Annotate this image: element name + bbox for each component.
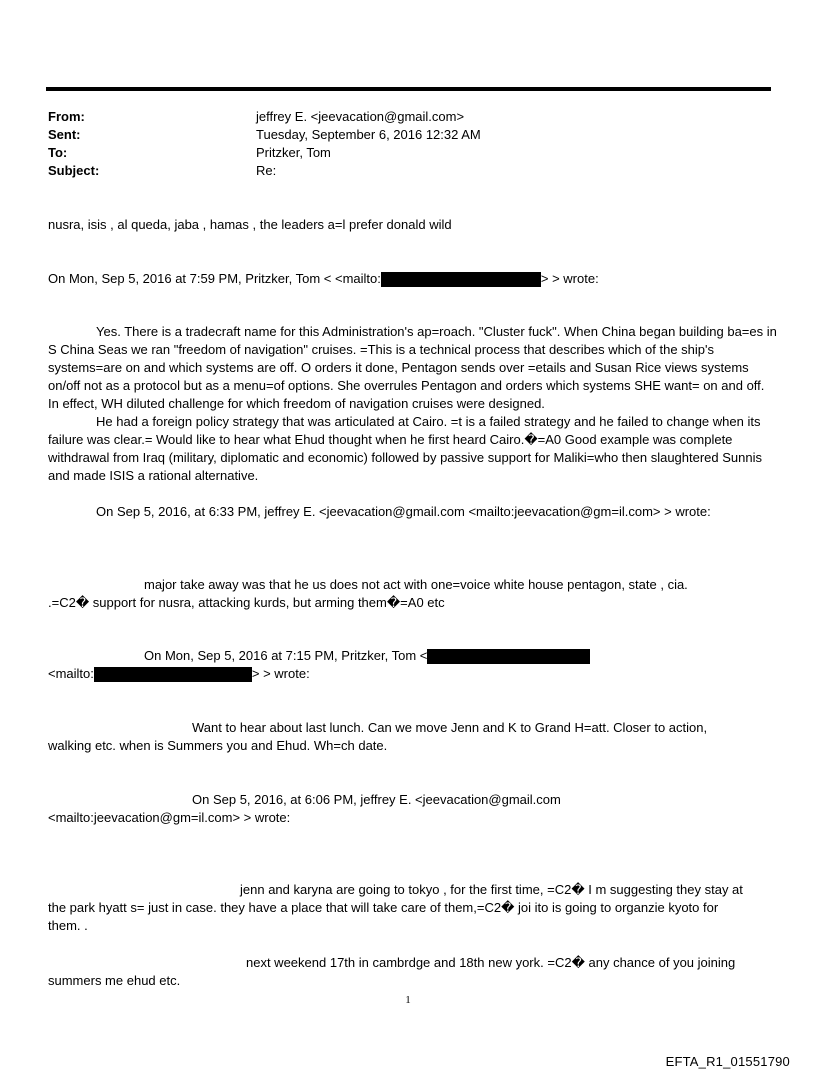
quote-header-4-line1: On Sep 5, 2016, at 6:06 PM, jeffrey E. <jeevacation@gmail.com: [192, 792, 561, 807]
header-rule: [46, 87, 771, 91]
paragraph-cluster: Yes. There is a tradecraft name for this Administration's ap=roach. "Cluster fuck". When China began building ba=es in S China Seas we ran "freedom of navigation" cruises. =This is a technical process that describes which of the ship's systems=are on and which systems are off. O orders it done, Pentagon sends over =etails and Susan Rice views systems on/off not as a protocol but as a menu=of options. She overrules Pentagon and orders which systems SHE want= on and off. In effect, WH diluted challenge for which freedom of navigation cruises were designed.: [48, 324, 777, 411]
paragraph-weekend-line1: next weekend 17th in cambrdge and 18th new york. =C2� any chance of you joining: [246, 955, 736, 970]
quote-header-3-line1: [144, 647, 590, 665]
quote-header-3-mailto: <mailto:: [48, 666, 94, 681]
redaction-box: [381, 272, 541, 287]
quote-header-1: [48, 270, 599, 288]
sent-label: Sent:: [48, 127, 81, 142]
paragraph-tokyo-line3: them. .: [48, 918, 88, 933]
paragraph-lunch-line1: Want to hear about last lunch. Can we move Jenn and K to Grand H=att. Closer to action,: [192, 720, 708, 735]
to-value: Pritzker, Tom: [256, 145, 331, 160]
paragraph-weekend-line2: summers me ehud etc.: [48, 973, 181, 988]
page-number: 1: [405, 994, 411, 1006]
redaction-box: [94, 667, 252, 682]
bates-number: EFTA_R1_01551790: [665, 1054, 790, 1069]
subject-value: Re:: [256, 163, 277, 178]
from-value: jeffrey E. <jeevacation@gmail.com>: [256, 109, 465, 124]
quote-header-3-prefix: On Mon, Sep 5, 2016 at 7:15 PM, Pritzker, Tom <: [144, 648, 428, 663]
subject-label: Subject:: [48, 163, 100, 178]
from-label: From:: [48, 109, 85, 124]
sent-value: Tuesday, September 6, 2016 12:32 AM: [256, 127, 481, 142]
to-label: To:: [48, 145, 68, 160]
redaction-box: [427, 649, 590, 664]
quote-header-3-line2: [48, 665, 310, 683]
quote-header-3-suffix: > > wrote:: [251, 666, 310, 681]
quote-header-1-prefix: On Mon, Sep 5, 2016 at 7:59 PM, Pritzker, Tom < <mailto:: [48, 271, 381, 286]
reply-text: nusra, isis , al queda, jaba , hamas , the leaders a=l prefer donald wild: [48, 217, 452, 232]
paragraph-tokyo-line1: jenn and karyna are going to tokyo , for the first time, =C2� I m suggesting they stay at: [240, 882, 743, 897]
paragraph-takeaway-line1: major take away was that he us does not act with one=voice white house pentagon, state , cia.: [144, 577, 688, 592]
paragraph-takeaway-line2: .=C2� support for nusra, attacking kurds, but arming them�=A0 etc: [48, 595, 445, 610]
quote-header-1-suffix: > > wrote:: [540, 271, 599, 286]
quote-header-2: On Sep 5, 2016, at 6:33 PM, jeffrey E. <jeevacation@gmail.com <mailto:jeevacation@gm=il.com> > wrote:: [96, 504, 711, 519]
paragraph-lunch-line2: walking etc. when is Summers you and Ehud. Wh=ch date.: [48, 738, 388, 753]
quote-header-4-line2: <mailto:jeevacation@gm=il.com> > wrote:: [48, 810, 291, 825]
paragraph-cairo: He had a foreign policy strategy that was articulated at Cairo. =t is a failed strategy and he failed to change when its failure was clear.= Would like to hear what Ehud thought when he first heard Cairo.�=A0 Good example was complete withdrawal from Iraq (military, diplomatic and economic) followed by passive support for Maliki=who then slaughtered Sunnis and made ISIS a rational alternative.: [48, 414, 763, 483]
paragraph-tokyo-line2: the park hyatt s= just in case. they have a place that will take care of them,=C2� joi ito is going to organzie kyoto for: [48, 900, 719, 915]
